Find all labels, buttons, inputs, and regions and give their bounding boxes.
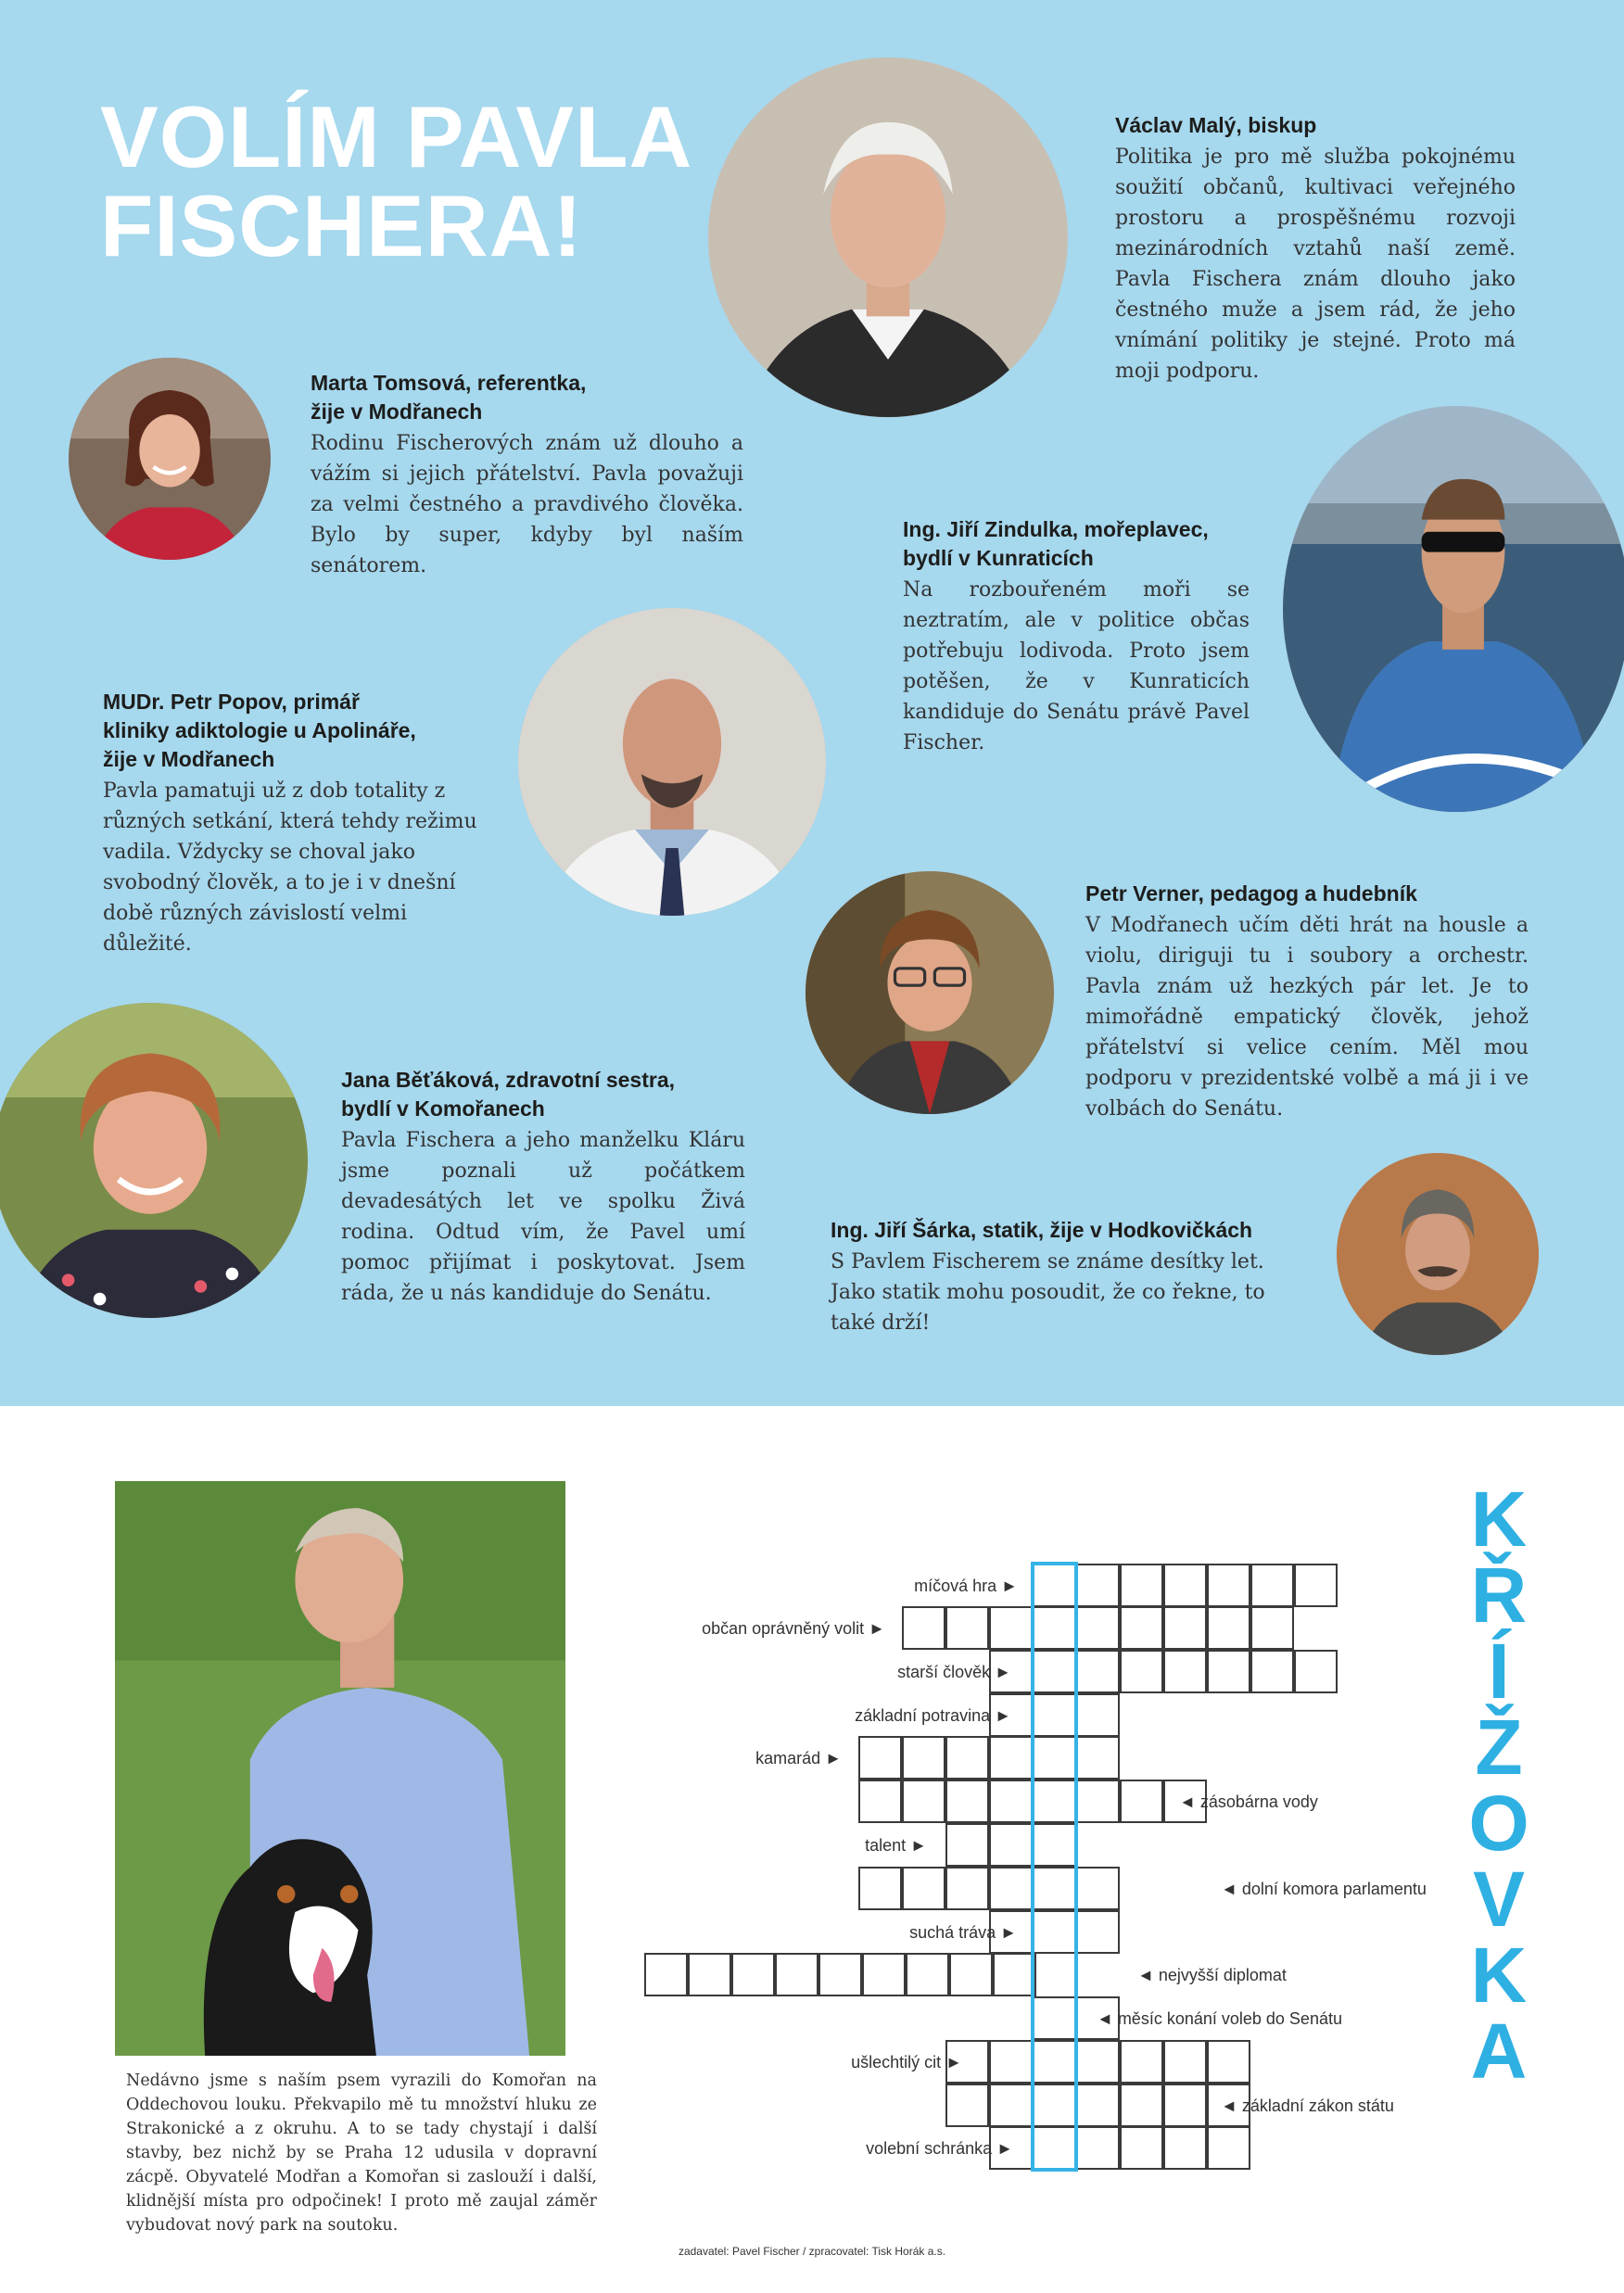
crossword-cell[interactable] [1294, 1564, 1338, 1607]
crossword-cell[interactable] [945, 1867, 989, 1910]
photo-marta-tomsova [69, 358, 271, 560]
crossword-cell[interactable] [1294, 1650, 1338, 1693]
crossword-cell[interactable] [902, 1606, 945, 1650]
crossword-cell[interactable] [1033, 1650, 1076, 1693]
crossword-cell[interactable] [1163, 2040, 1207, 2084]
crossword-cell[interactable] [1033, 1736, 1076, 1780]
quote-jiri-sarka [831, 1216, 1313, 1338]
crossword-cell[interactable] [945, 1606, 989, 1650]
crossword-cell[interactable] [945, 1780, 989, 1823]
quote-name: Petr Verner, pedagog a hudebník [1085, 881, 1417, 906]
crossword-clue: kamarád ► [755, 1749, 842, 1767]
crossword-cell[interactable] [1120, 1780, 1163, 1823]
crossword-cell[interactable] [688, 1953, 731, 1996]
crossword-cell[interactable] [858, 1867, 902, 1910]
crossword-title-letter: O [1468, 1780, 1529, 1867]
crossword-cell[interactable] [818, 1953, 862, 1996]
crossword-cell[interactable] [945, 1736, 989, 1780]
photo-vaclav-maly [708, 57, 1068, 417]
crossword-cell[interactable] [1207, 1650, 1250, 1693]
crossword-cell[interactable] [1033, 1693, 1076, 1737]
crossword-cell[interactable] [731, 1953, 775, 1996]
crossword-cell[interactable] [1163, 1606, 1207, 1650]
crossword-cell[interactable] [1120, 2084, 1163, 2127]
crossword-cell[interactable] [1076, 1693, 1120, 1737]
crossword-title [1457, 1476, 1541, 2095]
crossword-cell[interactable] [989, 2040, 1033, 2084]
crossword-cell[interactable] [1163, 2126, 1207, 2170]
crossword-cell[interactable] [1033, 1996, 1076, 2040]
quote-name: MUDr. Petr Popov, primář kliniky adiktologie u Apolináře, žije v Modřanech [103, 690, 416, 771]
crossword-cell[interactable] [989, 1736, 1033, 1780]
crossword-cell[interactable] [1033, 1910, 1076, 1954]
crossword-cell[interactable] [1207, 2040, 1250, 2084]
crossword-cell[interactable] [1076, 1650, 1120, 1693]
crossword-cell[interactable] [902, 1780, 945, 1823]
crossword-cell[interactable] [989, 1823, 1033, 1867]
crossword-cell[interactable] [1076, 1606, 1120, 1650]
crossword-cell[interactable] [1033, 1606, 1076, 1650]
crossword-clue: míčová hra ► [914, 1577, 1018, 1595]
crossword-cell[interactable] [1033, 1564, 1076, 1607]
headline-line-1: VOLÍM PAVLA [100, 88, 693, 185]
crossword-cell[interactable] [1076, 2126, 1120, 2170]
crossword-cell[interactable] [858, 1736, 902, 1780]
quote-jana-betakova [341, 1066, 745, 1309]
photo-petr-popov [518, 608, 826, 916]
crossword-cell[interactable] [1120, 1606, 1163, 1650]
quote-name: Ing. Jiří Šárka, statik, žije v Hodkovičkách [831, 1218, 1253, 1242]
quote-text: S Pavlem Fischerem se známe desítky let. Jako statik mohu posoudit, že co řekne, to také drží! [831, 1250, 1265, 1335]
crossword-cell[interactable] [902, 1736, 945, 1780]
crossword-cell[interactable] [906, 1953, 949, 1996]
quote-text: V Modřanech učím děti hrát na housle a violu, diriguji tu i soubory a orchestr. Pavla znám už hezkých pár let. Je to mimořádně empatický člověk, jehož přátelství si velice cením. Měl mou podporu v prezidentské volbě a má ji i ve volbách do Senátu. [1085, 914, 1529, 1121]
quote-name: Ing. Jiří Zindulka, mořeplavec, bydlí v Kunraticích [903, 517, 1209, 570]
quote-name: Václav Malý, biskup [1115, 113, 1317, 137]
crossword-cell[interactable] [1076, 1867, 1120, 1910]
crossword-cell[interactable] [989, 1867, 1033, 1910]
crossword-cell[interactable] [989, 1780, 1033, 1823]
crossword-title-letter: V [1472, 1856, 1526, 1943]
crossword-cell[interactable] [1033, 2084, 1076, 2127]
crossword-clue: volební schránka ► [866, 2139, 1013, 2158]
crossword-cell[interactable] [1250, 1564, 1294, 1607]
crossword-cell[interactable] [1120, 2040, 1163, 2084]
crossword-cell[interactable] [1076, 2040, 1120, 2084]
crossword-cell[interactable] [1163, 1650, 1207, 1693]
quote-text: Pavla pamatuji už z dob totality z různých setkání, která tehdy režimu vadila. Vždycky se choval jako svobodný člověk, a to je i v dnešní době různých závislostí velmi důležité. [103, 779, 477, 956]
crossword-cell[interactable] [1163, 1564, 1207, 1607]
crossword-clue: suchá tráva ► [909, 1923, 1017, 1942]
quote-name: Jana Běťáková, zdravotní sestra, bydlí v Komořanech [341, 1068, 676, 1121]
crossword-cell[interactable] [1120, 1564, 1163, 1607]
crossword-cell[interactable] [1033, 2126, 1076, 2170]
crossword-cell[interactable] [1076, 1780, 1120, 1823]
crossword-title-letter: K [1470, 1476, 1528, 1563]
crossword-cell[interactable] [1033, 1823, 1076, 1867]
crossword-cell[interactable] [775, 1953, 818, 1996]
quote-marta-tomsova [311, 369, 743, 581]
crossword-cell[interactable] [1076, 1564, 1120, 1607]
crossword-clue: ušlechtilý cit ► [851, 2053, 962, 2071]
photo-petr-verner [806, 871, 1054, 1114]
crossword-cell[interactable] [1033, 1867, 1076, 1910]
crossword-cell[interactable] [858, 1780, 902, 1823]
crossword-cell[interactable] [862, 1953, 906, 1996]
crossword-clue: starší člověk ► [897, 1663, 1011, 1681]
photo-jana-betakova [0, 1003, 308, 1318]
crossword-clue: ◄ základní zákon státu [1221, 2097, 1394, 2115]
crossword-cell[interactable] [1207, 1606, 1250, 1650]
crossword-title-letter: Ř [1470, 1552, 1528, 1639]
crossword-title-letter: K [1470, 1932, 1528, 2019]
imprint-footer: zadavatel: Pavel Fischer / zpracovatel: Tisk Horák a.s. [678, 2245, 946, 2258]
crossword-clue: talent ► [865, 1836, 927, 1855]
crossword-cell[interactable] [1207, 1564, 1250, 1607]
crossword-title-letter: Ž [1475, 1704, 1523, 1791]
crossword-cell[interactable] [993, 1953, 1036, 1996]
crossword-title-letter: Í [1488, 1628, 1510, 1715]
quote-jiri-zindulka [903, 515, 1250, 758]
crossword-clue: občan oprávněný volit ► [702, 1619, 885, 1638]
quote-name: Marta Tomsová, referentka, žije v Modřanech [311, 371, 587, 424]
crossword-cell[interactable] [989, 1606, 1033, 1650]
crossword-cell[interactable] [1076, 2084, 1120, 2127]
crossword-clue: ◄ zásobárna vody [1179, 1793, 1318, 1811]
crossword-cell[interactable] [945, 2084, 989, 2127]
crossword-cell[interactable] [1076, 1910, 1120, 1954]
photo-jiri-zindulka [1283, 406, 1624, 812]
crossword-cell[interactable] [1250, 1650, 1294, 1693]
crossword-cell[interactable] [902, 1867, 945, 1910]
crossword-cell[interactable] [989, 2084, 1033, 2127]
crossword-cell[interactable] [1033, 2040, 1076, 2084]
photo-caption: Nedávno jsme s naším psem vyrazili do Komořan na Oddechovou louku. Překvapilo mě tu množství hluku ze Strakonické a z okruhu. A to se tady chystají i další stavby, bez nichž by se Praha 12 udusila v dopravní zácpě. Obyvatelé Modřan a Komořan si zaslouží i další, klidnější místa pro odpočinek! I proto mě zaujal záměr vybudovat nový park na soutoku. [126, 2071, 597, 2235]
crossword-cell[interactable] [1207, 2126, 1250, 2170]
quote-vaclav-maly [1115, 111, 1516, 386]
crossword-cell[interactable] [644, 1953, 688, 1996]
crossword-title-letter: A [1470, 2008, 1528, 2095]
headline-line-2: FISCHERA! [100, 177, 583, 274]
crossword-cell[interactable] [1163, 2084, 1207, 2127]
crossword-clue: ◄ měsíc konání voleb do Senátu [1097, 2009, 1342, 2028]
photo-candidate-with-dog [115, 1481, 565, 2056]
crossword-cell[interactable] [1033, 1780, 1076, 1823]
crossword-cell[interactable] [1076, 1736, 1120, 1780]
quote-petr-verner [1085, 880, 1529, 1124]
quote-text: Politika je pro mě služba pokojnému soužití občanů, kultivaci veřejného prostoru a prospěšnému rozvoji mezinárodních vztahů naší země. Pavla Fischera znám dlouho jako čestného muže a jsem rád, že jeho vnímání politiky je stejné. Proto má moji podporu. [1115, 146, 1516, 383]
photo-jiri-sarka [1337, 1153, 1539, 1355]
crossword-cell[interactable] [1120, 1650, 1163, 1693]
quote-text: Pavla Fischera a jeho manželku Kláru jsme poznali už počátkem devadesátých let ve spolku Živá rodina. Odtud vím, že Pavel umí pomoc přijímat i poskytovat. Jsem ráda, že u nás kandiduje do Senátu. [341, 1129, 745, 1305]
crossword-cell[interactable] [945, 1823, 989, 1867]
crossword-cell[interactable] [949, 1953, 993, 1996]
crossword-clue: základní potravina ► [855, 1706, 1011, 1725]
quote-text: Na rozbouřeném moři se neztratím, ale v politice občas potřebuju lodivoda. Proto jsem potěšen, že v Kunraticích kandiduje do Senátu právě Pavel Fischer. [903, 578, 1250, 754]
quote-petr-popov [103, 688, 490, 959]
crossword-clue: ◄ dolní komora parlamentu [1221, 1880, 1427, 1898]
crossword-clue: ◄ nejvyšší diplomat [1137, 1966, 1287, 1984]
crossword-cell[interactable] [1120, 2126, 1163, 2170]
crossword-cell[interactable] [1250, 1606, 1294, 1650]
quote-text: Rodinu Fischerových znám už dlouho a vážím si jejich přátelství. Pavla považuji za velmi čestného a pravdivého člověka. Bylo by super, kdyby byl naším senátorem. [311, 432, 743, 577]
headline [100, 88, 693, 274]
